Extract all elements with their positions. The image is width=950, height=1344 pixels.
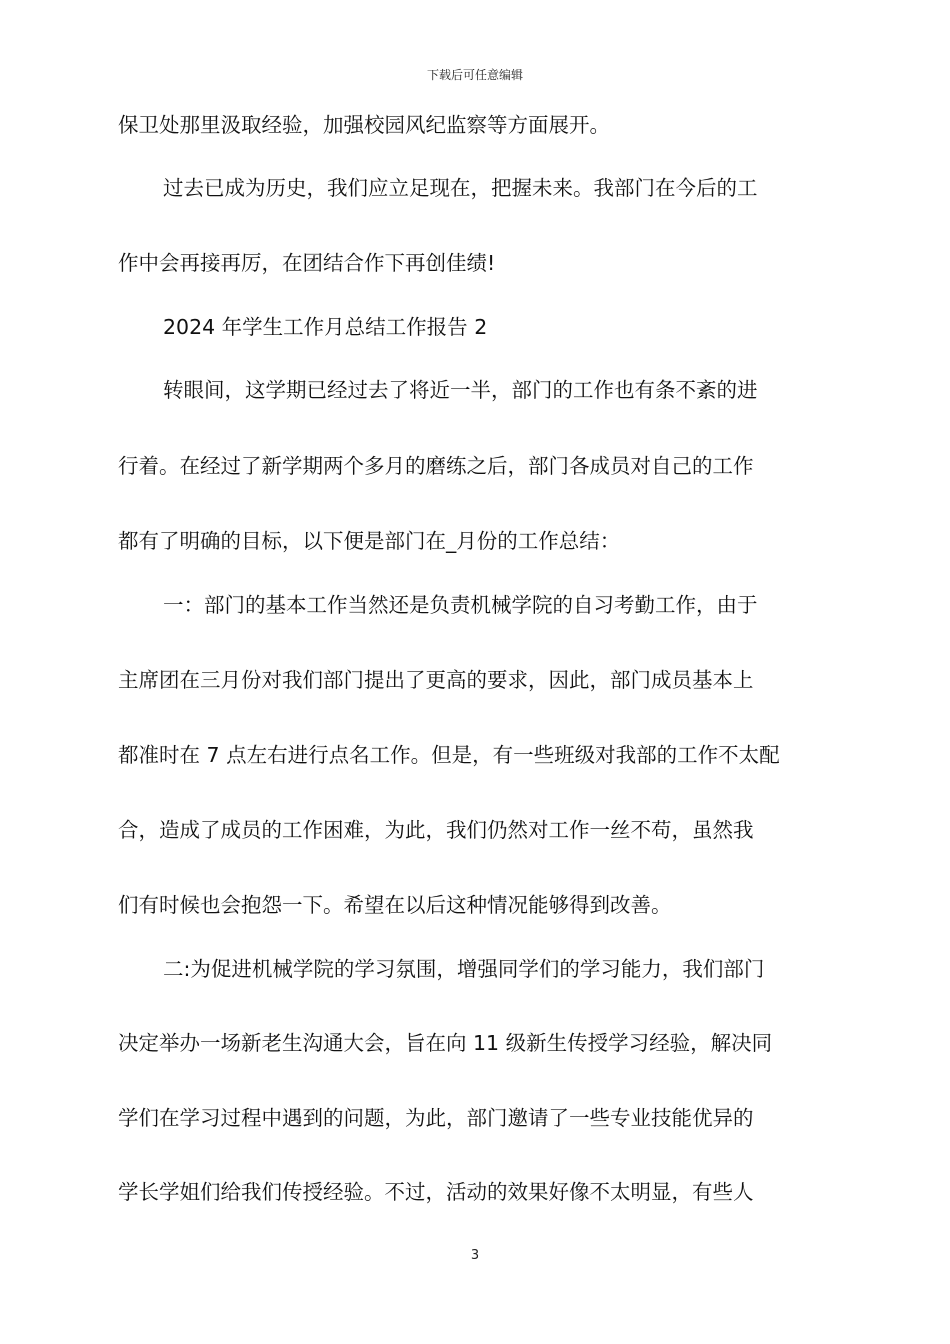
text-line: 保卫处那里汲取经验，加强校园风纪监察等方面展开。 bbox=[118, 113, 610, 137]
section-title: 2024 年学生工作月总结工作报告 2 bbox=[163, 315, 488, 339]
text-line: 们有时候也会抱怨一下。希望在以后这种情况能够得到改善。 bbox=[118, 893, 672, 917]
text-line: 过去已成为历史，我们应立足现在，把握未来。我部门在今后的工 bbox=[163, 176, 758, 200]
text-line: 行着。在经过了新学期两个多月的磨练之后，部门各成员对自己的工作 bbox=[118, 454, 754, 478]
text-line: 作中会再接再厉，在团结合作下再创佳绩! bbox=[118, 251, 496, 275]
page-header: 下载后可任意编辑 bbox=[426, 68, 523, 82]
text-line: 都准时在 7 点左右进行点名工作。但是，有一些班级对我部的工作不太配 bbox=[118, 743, 780, 767]
text-line: 学们在学习过程中遇到的问题，为此，部门邀请了一些专业技能优异的 bbox=[118, 1106, 754, 1130]
text-line: 一：部门的基本工作当然还是负责机械学院的自习考勤工作，由于 bbox=[163, 593, 758, 617]
text-line: 决定举办一场新老生沟通大会，旨在向 11 级新生传授学习经验，解决同 bbox=[118, 1031, 773, 1055]
text-line: 都有了明确的目标，以下便是部门在_月份的工作总结： bbox=[118, 529, 621, 553]
page-number: 3 bbox=[470, 1248, 480, 1263]
text-line: 学长学姐们给我们传授经验。不过，活动的效果好像不太明显，有些人 bbox=[118, 1180, 754, 1204]
text-line: 二:为促进机械学院的学习氛围，增强同学们的学习能力，我们部门 bbox=[163, 957, 765, 981]
text-line: 主席团在三月份对我们部门提出了更高的要求，因此，部门成员基本上 bbox=[118, 668, 754, 692]
text-line: 转眼间，这学期已经过去了将近一半，部门的工作也有条不紊的进 bbox=[163, 378, 758, 402]
text-line: 合，造成了成员的工作困难，为此，我们仍然对工作一丝不苟，虽然我 bbox=[118, 818, 754, 842]
